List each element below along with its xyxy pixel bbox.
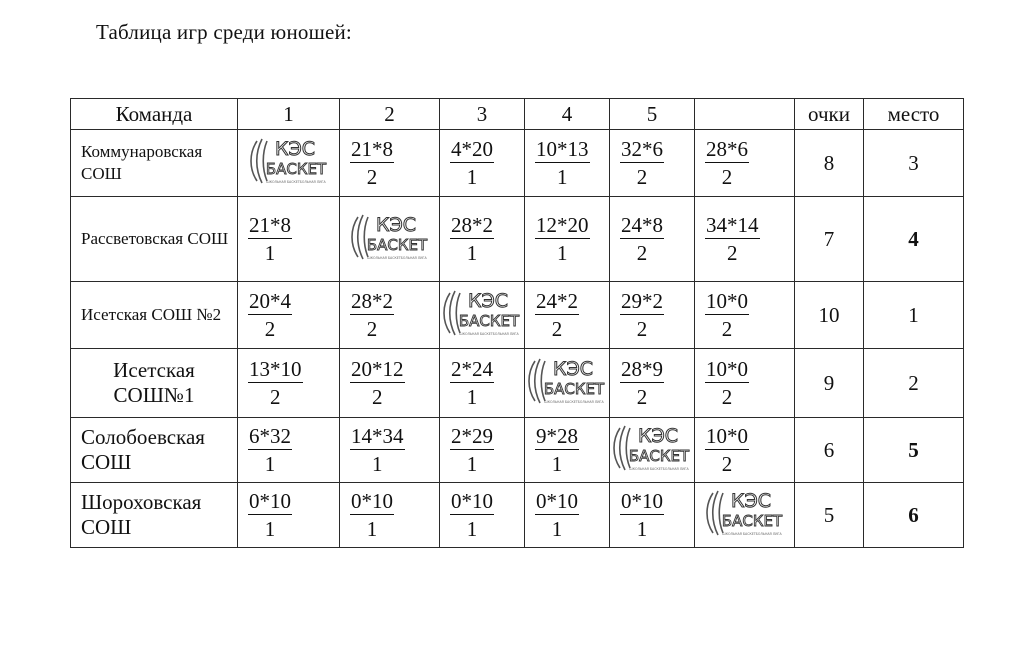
match-result — [350, 489, 394, 541]
match-result-cell — [238, 197, 340, 282]
match-result-cell — [440, 130, 525, 197]
header-team: Команда — [71, 99, 238, 130]
match-points: 1 — [551, 517, 563, 541]
match-points: 1 — [264, 517, 276, 541]
match-points: 2 — [551, 317, 563, 341]
match-result — [535, 489, 579, 541]
logo-word-basket: БАСКЕТ — [265, 159, 326, 178]
logo-word-basket: БАСКЕТ — [721, 511, 782, 530]
match-result-cell — [610, 130, 695, 197]
match-result — [350, 424, 405, 476]
match-result-cell — [238, 418, 340, 483]
match-result-cell — [695, 130, 795, 197]
header-game-2: 2 — [340, 99, 440, 130]
match-result-cell — [440, 349, 525, 418]
match-result — [248, 213, 292, 265]
match-points: 1 — [466, 517, 478, 541]
match-score: 28*6 — [706, 137, 748, 161]
match-score: 4*20 — [451, 137, 493, 161]
logo-subtitle: ШКОЛЬНАЯ БАСКЕТБОЛЬНАЯ ЛИГА — [629, 466, 689, 471]
match-points: 2 — [366, 317, 378, 341]
match-score: 20*4 — [249, 289, 291, 313]
match-score: 10*0 — [706, 357, 748, 381]
team-name: Рассветовская СОШ — [71, 197, 238, 282]
match-result — [350, 137, 394, 189]
kes-basket-logo — [703, 485, 787, 541]
logo-word-kes: КЭС — [730, 489, 771, 512]
match-points: 1 — [466, 241, 478, 265]
match-score: 12*20 — [536, 213, 589, 237]
match-score: 0*10 — [451, 489, 493, 513]
header-game-6 — [695, 99, 795, 130]
match-result — [705, 289, 749, 341]
match-result — [450, 137, 494, 189]
match-result — [450, 424, 494, 476]
page-title: Таблица игр среди юношей: — [96, 20, 352, 44]
match-score: 13*10 — [249, 357, 302, 381]
match-result — [535, 289, 579, 341]
logo-word-kes: КЭС — [274, 137, 315, 160]
match-result-cell — [695, 282, 795, 349]
match-score: 29*2 — [621, 289, 663, 313]
team-row — [71, 418, 964, 483]
match-result-cell — [610, 349, 695, 418]
team-place: 3 — [864, 130, 964, 197]
match-result — [705, 137, 749, 189]
team-name: Коммунаровская СОШ — [71, 130, 238, 197]
match-result-cell — [525, 130, 610, 197]
team-row — [71, 197, 964, 282]
match-points: 1 — [466, 452, 478, 476]
match-result-cell — [340, 349, 440, 418]
header-row — [71, 99, 964, 130]
match-result-cell — [238, 282, 340, 349]
team-points: 10 — [795, 282, 864, 349]
kes-basket-logo — [348, 209, 432, 265]
match-result-cell — [340, 282, 440, 349]
results-table — [70, 98, 964, 548]
match-result-cell — [525, 197, 610, 282]
match-result-cell — [340, 130, 440, 197]
match-result — [350, 289, 394, 341]
header-game-3: 3 — [440, 99, 525, 130]
match-result-cell — [440, 483, 525, 548]
diagonal-logo-cell — [525, 349, 610, 418]
logo-word-basket: БАСКЕТ — [366, 235, 427, 254]
team-points: 7 — [795, 197, 864, 282]
match-result-cell — [440, 418, 525, 483]
header-game-1: 1 — [238, 99, 340, 130]
match-score: 32*6 — [621, 137, 663, 161]
team-name: Солобоевская СОШ — [71, 418, 238, 483]
match-result — [350, 357, 405, 409]
kes-basket-logo — [525, 353, 609, 409]
match-result — [450, 213, 494, 265]
match-score: 2*24 — [451, 357, 493, 381]
match-result — [620, 289, 664, 341]
logo-subtitle: ШКОЛЬНАЯ БАСКЕТБОЛЬНАЯ ЛИГА — [459, 331, 519, 336]
match-result-cell — [695, 197, 795, 282]
match-score: 0*10 — [621, 489, 663, 513]
match-points: 1 — [372, 452, 383, 476]
match-result — [705, 357, 749, 409]
match-result — [705, 424, 749, 476]
logo-word-basket: БАСКЕТ — [628, 446, 690, 465]
header-game-5: 5 — [610, 99, 695, 130]
match-score: 6*32 — [249, 424, 291, 448]
diagonal-logo-cell — [440, 282, 525, 349]
match-result — [535, 424, 579, 476]
match-result-cell — [610, 483, 695, 548]
match-points: 2 — [636, 385, 648, 409]
match-points: 1 — [264, 241, 276, 265]
team-points: 9 — [795, 349, 864, 418]
kes-basket-logo — [440, 285, 524, 341]
match-score: 0*10 — [351, 489, 393, 513]
team-points: 5 — [795, 483, 864, 548]
match-result-cell — [340, 418, 440, 483]
match-result — [535, 213, 590, 265]
team-row — [71, 349, 964, 418]
team-name: Исетская СОШ№1 — [71, 349, 238, 418]
match-score: 24*8 — [621, 213, 663, 237]
match-score: 9*28 — [536, 424, 578, 448]
team-place: 6 — [864, 483, 964, 548]
logo-subtitle: ШКОЛЬНАЯ БАСКЕТБОЛЬНАЯ ЛИГА — [721, 531, 782, 536]
match-points: 2 — [636, 241, 648, 265]
match-result — [705, 213, 760, 265]
match-score: 10*0 — [706, 289, 748, 313]
match-result-cell — [525, 418, 610, 483]
match-result-cell — [440, 197, 525, 282]
match-result-cell — [610, 282, 695, 349]
match-result — [620, 213, 664, 265]
match-score: 21*8 — [351, 137, 393, 161]
match-points: 2 — [270, 385, 281, 409]
match-points: 2 — [372, 385, 383, 409]
logo-word-kes: КЭС — [375, 213, 416, 236]
match-result — [620, 357, 664, 409]
match-points: 2 — [264, 317, 276, 341]
logo-word-kes: КЭС — [637, 424, 679, 447]
diagonal-logo-cell — [238, 130, 340, 197]
match-points: 1 — [636, 517, 648, 541]
match-result — [535, 137, 590, 189]
match-points: 1 — [466, 385, 478, 409]
match-result-cell — [695, 418, 795, 483]
team-name: Исетская СОШ №2 — [71, 282, 238, 349]
match-result — [450, 489, 494, 541]
team-row — [71, 483, 964, 548]
logo-word-basket: БАСКЕТ — [458, 311, 520, 330]
match-points: 1 — [466, 165, 478, 189]
match-score: 10*13 — [536, 137, 589, 161]
kes-basket-logo — [610, 420, 694, 476]
match-points: 2 — [721, 317, 733, 341]
match-points: 2 — [721, 385, 733, 409]
header-points: очки — [795, 99, 864, 130]
logo-subtitle: ШКОЛЬНАЯ БАСКЕТБОЛЬНАЯ ЛИГА — [544, 399, 604, 404]
match-points: 2 — [366, 165, 378, 189]
header-place: место — [864, 99, 964, 130]
team-name: Шороховская СОШ — [71, 483, 238, 548]
match-points: 2 — [636, 165, 648, 189]
team-points: 6 — [795, 418, 864, 483]
team-place: 4 — [864, 197, 964, 282]
match-result — [248, 357, 303, 409]
match-points: 2 — [636, 317, 648, 341]
kes-basket-logo — [247, 133, 331, 189]
match-score: 34*14 — [706, 213, 759, 237]
diagonal-logo-cell — [695, 483, 795, 548]
match-score: 10*0 — [706, 424, 748, 448]
match-result — [248, 289, 292, 341]
match-result-cell — [340, 483, 440, 548]
match-score: 21*8 — [249, 213, 291, 237]
match-points: 1 — [557, 165, 568, 189]
match-result — [450, 357, 494, 409]
match-result-cell — [238, 483, 340, 548]
match-result — [620, 489, 664, 541]
match-score: 2*29 — [451, 424, 493, 448]
match-points: 1 — [264, 452, 276, 476]
match-points: 1 — [557, 241, 568, 265]
match-score: 0*10 — [249, 489, 291, 513]
match-points: 2 — [721, 165, 733, 189]
match-points: 2 — [721, 452, 733, 476]
match-result-cell — [525, 483, 610, 548]
diagonal-logo-cell — [610, 418, 695, 483]
match-score: 20*12 — [351, 357, 404, 381]
match-points: 2 — [727, 241, 738, 265]
match-result-cell — [610, 197, 695, 282]
match-result — [248, 424, 292, 476]
team-place: 1 — [864, 282, 964, 349]
team-row — [71, 282, 964, 349]
match-score: 14*34 — [351, 424, 404, 448]
match-score: 24*2 — [536, 289, 578, 313]
match-score: 28*9 — [621, 357, 663, 381]
team-place: 5 — [864, 418, 964, 483]
match-result — [248, 489, 292, 541]
match-result-cell — [238, 349, 340, 418]
match-result-cell — [525, 282, 610, 349]
logo-subtitle: ШКОЛЬНАЯ БАСКЕТБОЛЬНАЯ ЛИГА — [366, 255, 427, 260]
match-score: 0*10 — [536, 489, 578, 513]
team-place: 2 — [864, 349, 964, 418]
match-points: 1 — [366, 517, 378, 541]
logo-word-kes: КЭС — [467, 289, 509, 312]
header-game-4: 4 — [525, 99, 610, 130]
match-points: 1 — [551, 452, 563, 476]
match-result — [620, 137, 664, 189]
match-score: 28*2 — [351, 289, 393, 313]
team-points: 8 — [795, 130, 864, 197]
logo-subtitle: ШКОЛЬНАЯ БАСКЕТБОЛЬНАЯ ЛИГА — [265, 179, 326, 184]
match-score: 28*2 — [451, 213, 493, 237]
team-row — [71, 130, 964, 197]
match-result-cell — [695, 349, 795, 418]
logo-word-basket: БАСКЕТ — [543, 379, 605, 398]
logo-word-kes: КЭС — [552, 357, 594, 380]
diagonal-logo-cell — [340, 197, 440, 282]
